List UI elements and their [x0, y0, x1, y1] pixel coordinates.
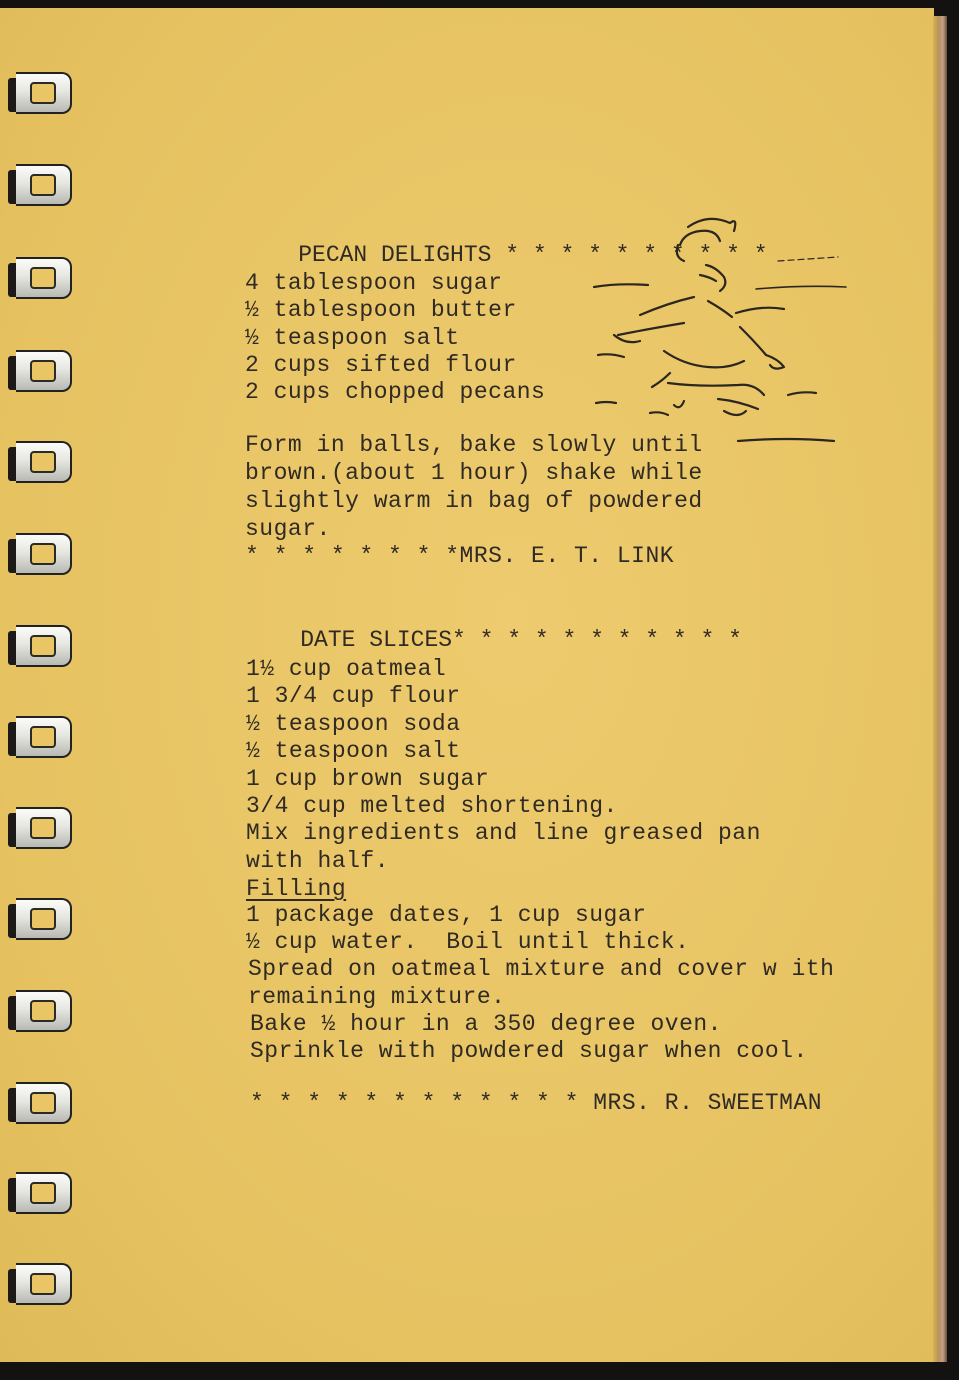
instruction-line: brown.(about 1 hour) shake while: [245, 460, 703, 486]
recipe-credit: * * * * * * * * * * * * MRS. R. SWEETMAN: [250, 1090, 823, 1116]
ingredient: 1 cup brown sugar: [246, 766, 490, 792]
ingredient: 3/4 cup melted shortening.: [246, 793, 618, 819]
filling-line: 1 package dates, 1 cup sugar: [246, 902, 647, 928]
filling-line: remaining mixture.: [248, 984, 506, 1010]
ingredient: 2 cups chopped pecans: [245, 379, 546, 405]
chef-icon: [588, 205, 848, 455]
recipe-title: DATE SLICES* * * * * * * * * * *: [300, 627, 742, 653]
instruction-line: sugar.: [245, 516, 331, 542]
filling-label: Filling: [246, 876, 347, 902]
instruction-line: slightly warm in bag of powdered: [245, 488, 703, 514]
recipe-credit: * * * * * * * *MRS. E. T. LINK: [245, 543, 675, 569]
ingredient: with half.: [246, 848, 390, 874]
recipe-title: PECAN DELIGHTS * * * * * * * * * *: [298, 242, 768, 268]
ingredient: Mix ingredients and line greased pan: [246, 820, 761, 846]
ingredient: 4 tablespoon sugar: [245, 270, 503, 296]
ingredient: ½ teaspoon soda: [246, 711, 461, 737]
filling-line: Sprinkle with powdered sugar when cool.: [250, 1038, 808, 1064]
filling-line: Bake ½ hour in a 350 degree oven.: [250, 1011, 722, 1037]
ingredient: 1 3/4 cup flour: [246, 683, 461, 709]
filling-line: ½ cup water. Boil until thick.: [246, 929, 690, 955]
ingredient: ½ tablespoon butter: [245, 297, 517, 323]
ingredient: 2 cups sifted flour: [245, 352, 517, 378]
instruction-line: Form in balls, bake slowly until: [245, 432, 703, 458]
ingredient: 1½ cup oatmeal: [246, 656, 447, 682]
page-edge: [933, 16, 947, 1362]
ingredient: ½ teaspoon salt: [246, 738, 461, 764]
filling-line: Spread on oatmeal mixture and cover w ith: [248, 956, 835, 982]
ingredient: ½ teaspoon salt: [245, 325, 460, 351]
